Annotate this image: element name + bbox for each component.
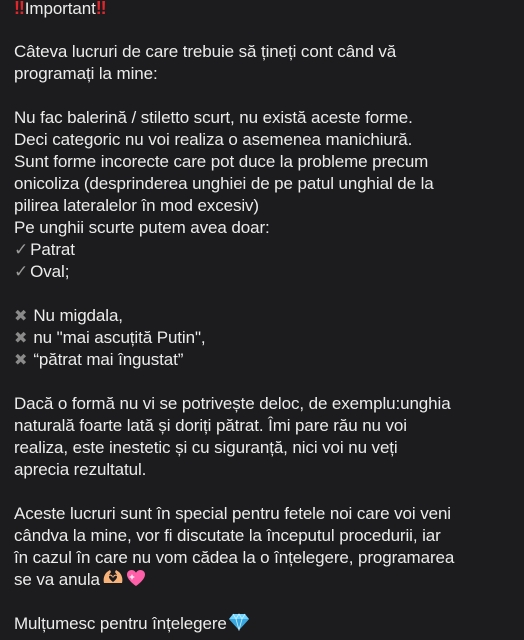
cross-mark-icon: ✖ — [14, 308, 28, 325]
spacer — [14, 85, 516, 107]
list-item — [14, 349, 516, 371]
double-exclamation-icon: ‼ — [14, 0, 25, 18]
list-item — [14, 305, 516, 327]
list-item-label: Oval; — [30, 262, 70, 281]
list-item-label: “pătrat mai îngustat” — [33, 350, 184, 369]
spacer — [14, 481, 516, 503]
unsuitable-shape-paragraph — [14, 393, 516, 481]
text-line — [14, 569, 516, 591]
text-line: în cazul în care nu vom cădea la o înțelegere, programarea — [14, 548, 455, 567]
spacer — [14, 19, 516, 41]
text-line: naturală foarte lată și doriți pătrat. Îmi pare rău nu voi — [14, 416, 407, 435]
title-text: Important — [24, 0, 96, 18]
list-item-label: Nu migdala, — [33, 306, 123, 325]
new-clients-paragraph — [14, 503, 516, 591]
spacer — [14, 371, 516, 393]
spacer — [14, 283, 516, 305]
text-line: Pe unghii scurte putem avea doar: — [14, 218, 270, 237]
closing-line — [14, 613, 516, 635]
cross-mark-icon: ✖ — [14, 352, 28, 369]
list-item — [14, 261, 516, 283]
double-exclamation-icon: ‼ — [95, 0, 107, 18]
list-item — [14, 327, 516, 349]
not-allowed-list — [14, 305, 516, 371]
text-line: Dacă o formă nu vi se potrivește deloc, de exemplu:unghia — [14, 394, 451, 413]
list-item-label: Patrat — [30, 240, 75, 259]
heart-hands-icon — [102, 569, 124, 593]
text-line: pilirea lateralelor în mod excesiv) — [14, 196, 259, 215]
text-line: onicoliza (desprinderea unghiei de pe patul unghial de la — [14, 174, 434, 193]
closing-text: Mulțumesc pentru înțelegere — [14, 614, 227, 633]
text-line: Deci categoric nu voi realiza o asemenea manichiură. — [14, 130, 413, 149]
text-line: Nu fac balerină / stiletto scurt, nu există aceste forme. — [14, 108, 413, 127]
text-line: Sunt forme incorecte care pot duce la probleme precum — [14, 152, 429, 171]
shapes-paragraph — [14, 107, 516, 239]
text-line: Câteva lucruri de care trebuie să țineți cont când vă — [14, 42, 397, 61]
cross-mark-icon: ✖ — [14, 330, 28, 347]
text-segment: se va anula — [14, 570, 100, 589]
gem-icon — [228, 613, 250, 637]
check-mark-icon: ✓ — [14, 240, 29, 259]
intro-paragraph — [14, 41, 516, 85]
allowed-list — [14, 239, 516, 283]
text-line: programați la mine: — [14, 64, 158, 83]
list-item — [14, 239, 516, 261]
text-line: aprecia rezultatul. — [14, 460, 147, 479]
sparkling-heart-icon — [126, 569, 146, 593]
list-item-label: nu "mai ascuțită Putin", — [33, 328, 206, 347]
check-mark-icon: ✓ — [14, 262, 29, 281]
text-line: cândva la mine, vor fi discutate la începutul procedurii, iar — [14, 526, 441, 545]
text-line: Aceste lucruri sunt în special pentru fetele noi care voi veni — [14, 504, 451, 523]
spacer — [14, 591, 516, 613]
text-line: realiza, este inestetic și cu siguranță, nici voi nu veți — [14, 438, 398, 457]
title-line — [14, 0, 516, 19]
